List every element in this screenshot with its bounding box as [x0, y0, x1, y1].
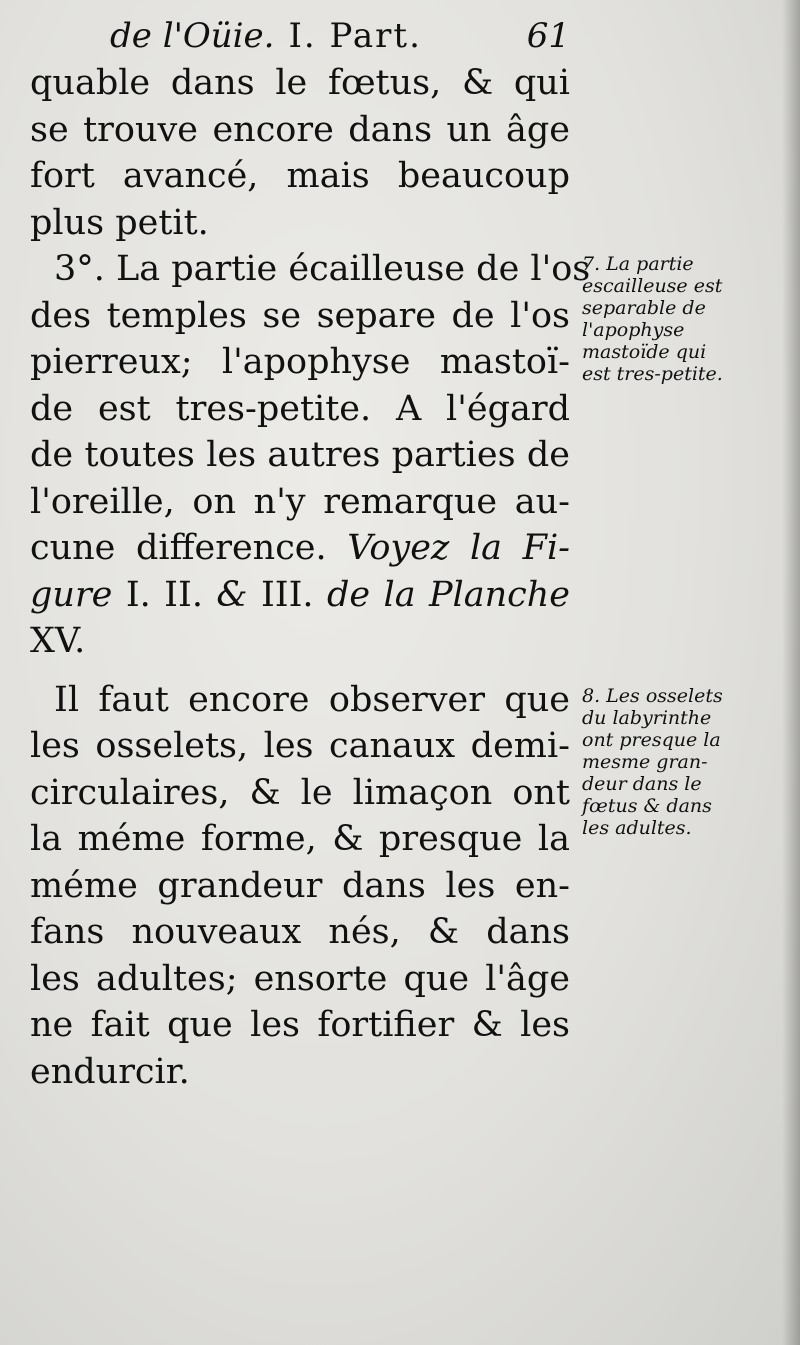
figure-numbers: III. — [260, 574, 314, 615]
text-line: de toutes les autres parties de — [30, 435, 570, 475]
figure-reference: Voyez la Fi- — [347, 528, 570, 568]
text-line — [30, 525, 570, 572]
margin-note-line: 8. Les osselets — [582, 685, 723, 707]
margin-note-line: escailleuse est — [582, 275, 723, 297]
margin-note-line: mesme gran- — [582, 751, 708, 773]
text-line: des temples se separe de l'os — [30, 295, 570, 336]
part-label: I. Part. — [288, 16, 422, 56]
main-text — [30, 60, 591, 1095]
text-fragment: cune difference. — [30, 528, 327, 568]
text-line: ne fait que les fortifier & les — [30, 1005, 570, 1045]
text-line: l'oreille, on n'y remarque au- — [30, 481, 570, 522]
margin-note-8 — [582, 685, 757, 839]
margin-note-line: mastoïde qui — [582, 341, 707, 363]
page-number: 61 — [526, 16, 570, 56]
text-line: quable dans le fœtus, & qui — [30, 63, 570, 103]
text-line: pierreux; l'apophyse mastoï- — [30, 342, 570, 382]
text-line: fans nouveaux nés, & dans — [30, 912, 570, 952]
text-line: se trouve encore dans un âge — [30, 109, 570, 150]
running-title: de l'Oüie. — [110, 16, 275, 56]
text-line: 3°. La partie écailleuse de l'os — [54, 249, 591, 289]
text-line: méme grandeur dans les en- — [30, 865, 570, 906]
margin-note-line: est tres-petite. — [582, 363, 723, 385]
text-line: de est tres-petite. A l'égard — [30, 388, 570, 429]
text-line: Il faut encore observer que — [54, 679, 570, 720]
page-header — [110, 14, 570, 58]
page-edge-shadow — [782, 0, 800, 1345]
text-line: fort avancé, mais beaucoup — [30, 156, 570, 196]
text-line: plus petit. — [30, 202, 209, 243]
figure-reference: gure — [30, 574, 113, 615]
margin-note-line: deur dans le — [582, 773, 702, 795]
text-line: les osselets, les canaux demi- — [30, 726, 570, 766]
margin-note-line: du labyrinthe — [582, 707, 712, 729]
margin-note-line: les adultes. — [582, 817, 692, 839]
text-line: endurcir. — [30, 1051, 190, 1092]
text-line: circulaires, & le limaçon ont — [30, 772, 570, 813]
figure-numbers: I. II. — [125, 574, 203, 615]
text-line: XV. — [30, 621, 86, 661]
paragraph-gap — [30, 665, 570, 677]
margin-note-line: l'apophyse — [582, 319, 685, 341]
margin-note-line: 7. La partie — [582, 253, 694, 275]
text-line: les adultes; ensorte que l'âge — [30, 958, 570, 999]
text-line — [30, 572, 570, 619]
margin-note-line: separable de — [582, 297, 706, 319]
plate-reference: de la Planche — [326, 574, 570, 615]
margin-note-line: ont presque la — [582, 729, 721, 751]
margin-note-7 — [582, 253, 757, 385]
text-line: la méme forme, & presque la — [30, 819, 570, 859]
ampersand: & — [216, 574, 248, 615]
margin-note-line: fœtus & dans — [582, 795, 712, 817]
